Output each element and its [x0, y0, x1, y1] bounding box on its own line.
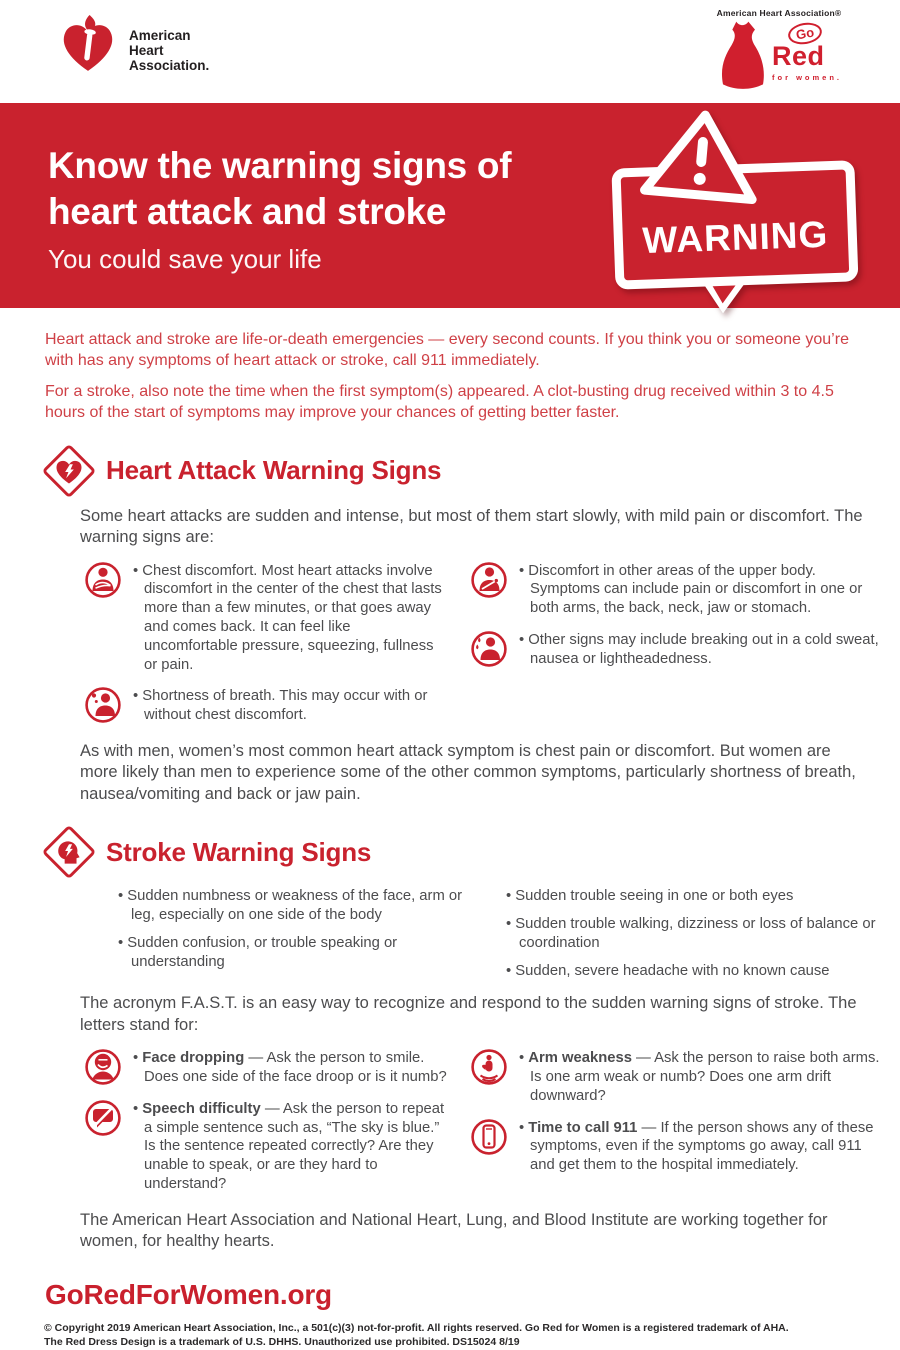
fast-lead: Speech difficulty — [142, 1100, 261, 1117]
fast-lead: Time to call 911 — [528, 1119, 638, 1136]
chest-discomfort-icon — [84, 561, 122, 599]
heart-bolt-diamond-icon — [42, 444, 96, 498]
fast-text: — If the person shows any of these symptoms, even if the symptoms go away, call 911 and get them to the hospital immediately. — [530, 1119, 874, 1174]
list-item — [470, 561, 882, 618]
gored-aha-text: American Heart Association® — [716, 8, 842, 18]
closing-paragraph: The American Heart Association and National Heart, Lung, and Blood Institute are working together for women, for healthy hearts. — [80, 1210, 828, 1251]
aha-line-3: Association. — [129, 57, 210, 73]
arm-weakness-icon — [470, 1048, 508, 1086]
page-subtitle: You could save your life — [48, 243, 322, 274]
bullet-text: • Sudden confusion, or trouble speaking or understanding — [118, 934, 484, 972]
stroke-bullets — [118, 887, 882, 989]
heart-attack-section-header — [42, 444, 900, 498]
title-banner — [0, 103, 900, 308]
heart-torch-icon — [56, 14, 120, 76]
gored-tagline: for women. — [771, 72, 842, 82]
list-item — [470, 630, 882, 669]
heart-attack-note: As with men, women’s most common heart attack symptom is chest pain or discomfort. But women are more likely than men to experience some of the other common symptoms, particularly shortness of breath, nausea/vomiting and back or jaw pain. — [80, 741, 856, 803]
copyright-line-2: The Red Dress Design is a trademark of U.S. DHHS. Unauthorized use prohibited. DS15024 8/19 — [44, 1336, 520, 1349]
list-item — [84, 686, 448, 725]
warning-sign-speech-bubble-icon — [600, 107, 868, 319]
fast-text: — Ask the person to repeat a simple sentence such as, “The sky is blue.” Is the sentence repeated correctly? Are they unable to speak, or are they hard to understand? — [144, 1100, 445, 1192]
intro-paragraph-2: For a stroke, also note the time when the first symptom(s) appeared. A clot-busting drug received within 3 to 4.5 hours of the start of symptoms may improve your chances of getting better faster. — [45, 382, 834, 422]
bullet-text — [133, 1049, 448, 1087]
list-item — [84, 1099, 448, 1194]
fast-text: — Ask the person to smile. Does one side of the face droop or is it numb? — [144, 1050, 447, 1085]
bullet-text: • Sudden trouble seeing in one or both eyes — [506, 887, 882, 906]
shortness-of-breath-icon — [84, 686, 122, 724]
bullet-text — [133, 1100, 448, 1194]
heart-attack-heading: Heart Attack Warning Signs — [106, 455, 442, 486]
bullet-text: • Sudden numbness or weakness of the face, arm or leg, especially on one side of the body — [118, 887, 484, 925]
cold-sweat-icon — [470, 630, 508, 668]
list-item — [84, 561, 448, 675]
bullet-text: • Sudden, severe headache with no known cause — [506, 962, 882, 981]
warning-triangle-icon — [645, 110, 760, 199]
intro-paragraph-1: Heart attack and stroke are life-or-death emergencies — every second counts. If you think you or someone you’re with has any symptoms of heart attack or stroke, call 911 immediately. — [45, 331, 849, 370]
title-line-1: Know the warning signs of — [48, 145, 512, 186]
bullet-text: • Shortness of breath. This may occur with or without chest discomfort. — [133, 687, 448, 725]
aha-logo — [56, 14, 209, 76]
bullet-text — [519, 1119, 882, 1175]
stroke-section-header — [42, 825, 900, 879]
bullet-text: • Other signs may include breaking out in a cold sweat, nausea or lightheadedness. — [519, 631, 882, 669]
gored-go-text: Go — [786, 20, 823, 47]
bullet-text — [519, 1049, 882, 1105]
stroke-heading: Stroke Warning Signs — [106, 836, 372, 867]
title-line-2: heart attack and stroke — [48, 190, 447, 232]
face-dropping-icon — [84, 1048, 122, 1086]
copyright-text — [44, 1321, 900, 1350]
time-to-call-911-icon — [470, 1118, 508, 1156]
gored-site-link[interactable]: GoRedForWomen.org — [45, 1278, 332, 1310]
bullet-text: • Sudden trouble walking, dizziness or loss of balance or coordination — [506, 915, 882, 953]
head-bolt-diamond-icon — [42, 825, 96, 879]
bullet-text: • Chest discomfort. Most heart attacks involve discomfort in the center of the chest that lasts more than a few minutes, or that goes away and comes back. It can feel like uncomfortable pressure, squeezing, fullness or pain. — [133, 562, 448, 675]
warning-label: WARNING — [641, 213, 829, 262]
heart-attack-bullets — [84, 561, 882, 737]
list-item — [84, 1048, 448, 1087]
intro-section — [0, 308, 900, 424]
fast-bullets — [84, 1048, 882, 1205]
page-header — [0, 0, 900, 103]
upper-body-discomfort-icon — [470, 561, 508, 599]
list-item — [470, 1118, 882, 1175]
aha-logo-text — [129, 29, 209, 74]
fast-lead: Face dropping — [142, 1050, 245, 1067]
red-dress-icon — [716, 19, 770, 91]
fast-intro: The acronym F.A.S.T. is an easy way to recognize and respond to the sudden warning signs of stroke. The letters stand for: — [80, 994, 857, 1034]
fast-lead: Arm weakness — [528, 1050, 632, 1067]
copyright-line-1: © Copyright 2019 American Heart Association, Inc., a 501(c)(3) not-for-profit. All rights reserved. Go Red for Women is a registered trademark of AHA. — [44, 1321, 789, 1334]
speech-difficulty-icon — [84, 1099, 122, 1137]
fast-text: — Ask the person to raise both arms. Is one arm weak or numb? Does one arm drift downward? — [530, 1050, 880, 1104]
bullet-text: • Discomfort in other areas of the upper body. Symptoms can include pain or discomfort in one or both arms, the back, neck, jaw or stomach. — [519, 562, 882, 618]
gored-red-text: Red — [771, 41, 825, 71]
go-red-for-women-logo — [694, 8, 864, 91]
heart-attack-intro: Some heart attacks are sudden and intense, but most of them start slowly, with mild pain or discomfort. The warning signs are: — [80, 506, 863, 547]
list-item — [470, 1048, 882, 1105]
aha-line-1: American — [129, 28, 191, 43]
aha-line-2: Heart — [129, 42, 164, 58]
